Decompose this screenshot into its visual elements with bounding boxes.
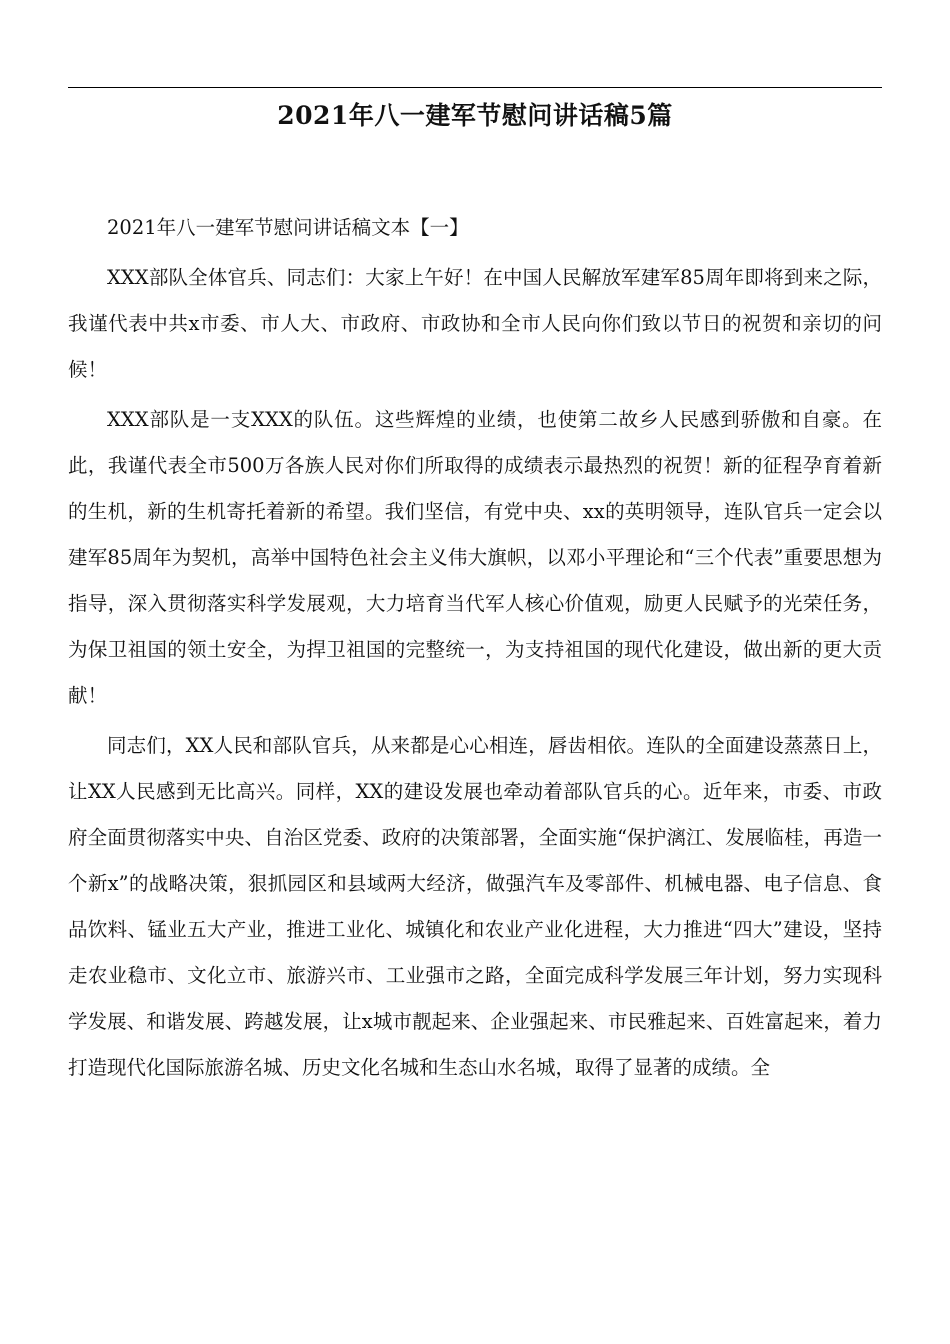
section-heading: 2021年八一建军节慰问讲话稿文本【一】 [107, 216, 469, 239]
paragraph: 同志们，XX人民和部队官兵，从来都是心心相连，唇齿相依。连队的全面建设蒸蒸日上，让XX人民感到无比高兴。同样，XX的建设发展也牵动着部队官兵的心。近年来，市委、市政府全面贯彻落实中央、自治区党委、政府的决策部署，全面实施“保护漓江、发展临桂，再造一个新x”的战略决策，狠抓园区和县域两大经济，做强汽车及零部件、机械电器、电子信息、食品饮料、锰业五大产业，推进工业化、城镇化和农业产业化进程，大力推进“四大”建设，坚持走农业稳市、文化立市、旅游兴市、工业强市之路，全面完成科学发展三年计划，努力实现科学发展、和谐发展、跨越发展，让x城市靓起来、企业强起来、市民雅起来、百姓富起来，着力打造现代化国际旅游名城、历史文化名城和生态山水名城，取得了显著的成绩。全 [68, 734, 882, 1079]
paragraph: XXX部队全体官兵、同志们：大家上午好！在中国人民解放军建军85周年即将到来之际，我谨代表中共x市委、市人大、市政府、市政协和全市人民向你们致以节日的祝贺和亲切的问候！ [68, 266, 882, 381]
document-title: 2021年八一建军节慰问讲话稿5篇 [277, 101, 673, 130]
document-body [68, 205, 882, 1091]
paragraph: XXX部队是一支XXX的队伍。这些辉煌的业绩，也使第二故乡人民感到骄傲和自豪。在此，我谨代表全市500万各族人民对你们所取得的成绩表示最热烈的祝贺！新的征程孕育着新的生机，新的生机寄托着新的希望。我们坚信，有党中央、xx的英明领导，连队官兵一定会以建军85周年为契机，高举中国特色社会主义伟大旗帜，以邓小平理论和“三个代表”重要思想为指导，深入贯彻落实科学发展观，大力培育当代军人核心价值观，励更人民赋予的光荣任务，为保卫祖国的领土安全，为捍卫祖国的完整统一，为支持祖国的现代化建设，做出新的更大贡献！ [68, 408, 882, 707]
header-rule [68, 87, 882, 88]
